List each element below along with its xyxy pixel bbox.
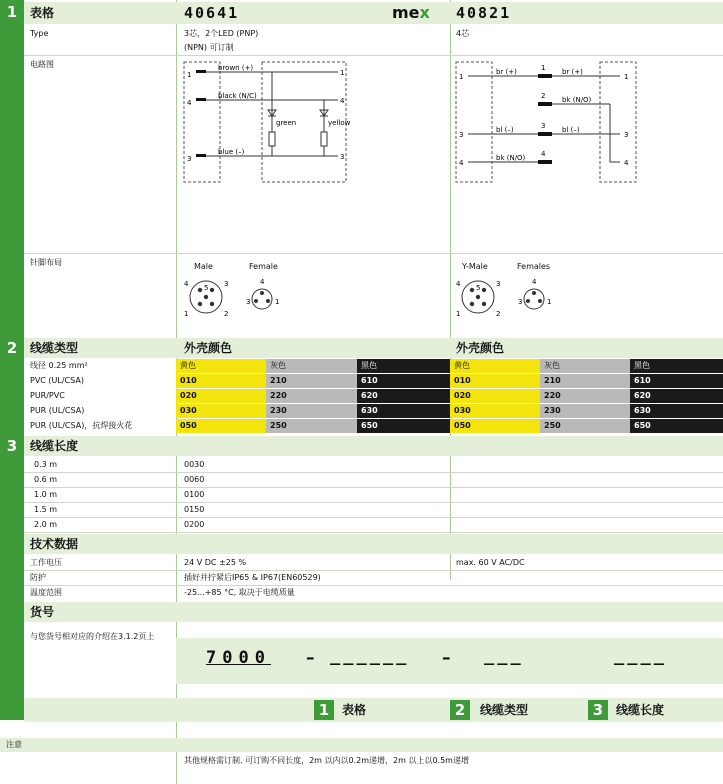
cable-code-cell: 210 — [540, 374, 630, 388]
circuit-b-pin-right-3: 4 — [624, 159, 629, 167]
circuit-b-pin-mid-1: 1 — [541, 64, 546, 72]
section-number-3: 3 — [0, 436, 24, 456]
type-a-line2: (NPN) 可订制 — [184, 43, 234, 52]
circuit-b-pin-right-2: 3 — [624, 131, 629, 139]
cable-code-cell: 650 — [630, 419, 723, 433]
circuit-b-wire-right-2: bk (N/O) — [562, 96, 592, 104]
type-a-line1: 3芯，2个LED (PNP) — [184, 29, 259, 38]
protection-value: 插好并拧紧后IP65 & IP67(EN60529) — [184, 573, 321, 582]
protection-label: 防护 — [30, 573, 46, 582]
notes-text: 其他规格需订制. 可订购不同长度，2m 以内以0.2m递增，2m 以上以0.5m递增 — [184, 756, 469, 765]
cable-code-cell: 黑色 — [357, 359, 450, 373]
cable-type-row-label: PVC (UL/CSA) — [30, 376, 84, 385]
circuit-a-wire-2: black (N/C) — [218, 92, 257, 100]
pinout-a-male-pin: 2 — [224, 310, 229, 318]
section3-band — [24, 436, 723, 456]
circuit-diagram-a — [180, 58, 350, 188]
cable-code-cell: 210 — [266, 374, 357, 388]
cable-code-cell: 230 — [540, 404, 630, 418]
section-title-tech-data: 技术数据 — [30, 537, 79, 551]
pinout-a-female-pin: 3 — [246, 298, 251, 306]
order-band — [24, 602, 723, 622]
circuit-a-pin-left-1: 1 — [187, 71, 192, 79]
pinout-a-male-pin: 3 — [224, 280, 229, 288]
housing-color-b: 外壳颜色 — [456, 341, 505, 355]
circuit-a-wire-3: blue (–) — [218, 148, 245, 156]
cable-code-cell: 020 — [450, 389, 540, 403]
pinout-b-male-pin: 2 — [496, 310, 501, 318]
circuit-label: 电路图 — [30, 60, 54, 69]
pinout-a-icons — [180, 274, 290, 320]
order-digits — [206, 648, 271, 668]
cable-code-cell: 050 — [176, 419, 266, 433]
type-b: 4芯 — [456, 29, 470, 38]
voltage-label: 工作电压 — [30, 558, 62, 567]
cable-type-row-label: PUR (UL/CSA)，抗焊接火花 — [30, 421, 133, 430]
row-separator — [24, 502, 723, 503]
cable-code-cell: 050 — [450, 419, 540, 433]
circuit-b-pin-mid-3: 3 — [541, 122, 546, 130]
brand-x: x — [419, 3, 430, 22]
circuit-b-wire-left-2: bl (–) — [496, 126, 514, 134]
order-digit: 0 — [238, 648, 255, 668]
pinout-b-male-label: Y-Male — [462, 262, 488, 271]
section-title-order: 货号 — [30, 605, 55, 619]
section-title-cable-length: 线缆长度 — [30, 439, 79, 453]
circuit-b-pin-mid-4: 4 — [541, 150, 546, 158]
column-divider — [450, 0, 451, 580]
circuit-b-pin-left-3: 4 — [459, 159, 464, 167]
circuit-b-pin-right-1: 1 — [624, 73, 629, 81]
cable-code-cell: 灰色 — [266, 359, 357, 373]
pinout-a-female-pin: 1 — [275, 298, 280, 306]
length-code: 0060 — [184, 475, 205, 484]
pinout-b-icons — [452, 274, 562, 320]
cable-type-row-label: 线径 0.25 mm² — [30, 361, 88, 370]
length-label: 0.3 m — [34, 460, 58, 469]
circuit-a-pin-right-2: 4 — [340, 97, 345, 105]
circuit-a-pin-left-2: 4 — [187, 99, 192, 107]
cable-code-cell: 630 — [357, 404, 450, 418]
tech-band — [24, 534, 723, 554]
pinout-b-female-label: Females — [517, 262, 551, 271]
cable-code-cell: 610 — [357, 374, 450, 388]
cable-code-cell: 620 — [630, 389, 723, 403]
cable-code-cell: 010 — [176, 374, 266, 388]
notes-label: 注意 — [6, 740, 22, 749]
cable-code-cell: 610 — [630, 374, 723, 388]
cable-code-cell: 黄色 — [450, 359, 540, 373]
type-label: Type — [30, 29, 49, 38]
length-label: 2.0 m — [34, 520, 58, 529]
pinout-b-male-pin: 1 — [456, 310, 461, 318]
pinout-a-female-label: Female — [249, 262, 278, 271]
cable-code-cell: 250 — [540, 419, 630, 433]
product-code-a: 40641 — [184, 4, 240, 22]
order-tab-label-2: 线缆类型 — [480, 703, 529, 717]
cable-code-cell: 220 — [266, 389, 357, 403]
cable-code-cell: 黑色 — [630, 359, 723, 373]
left-stripe — [0, 0, 24, 720]
row-separator — [24, 253, 723, 254]
row-separator — [24, 472, 723, 473]
circuit-a-pin-right-3: 3 — [340, 153, 345, 161]
cable-code-cell: 250 — [266, 419, 357, 433]
cable-type-row-label: PUR (UL/CSA) — [30, 406, 85, 415]
row-separator — [24, 532, 723, 533]
pinout-b-male-pin: 4 — [456, 280, 461, 288]
length-code: 0200 — [184, 520, 205, 529]
row-separator — [24, 517, 723, 518]
section-number-1: 1 — [0, 2, 24, 24]
cable-code-cell: 220 — [540, 389, 630, 403]
cable-code-cell: 030 — [176, 404, 266, 418]
pinout-a-male-pin: 1 — [184, 310, 189, 318]
length-code: 0030 — [184, 460, 205, 469]
section-number-2: 2 — [0, 338, 24, 358]
header-band — [24, 2, 723, 24]
pinout-a-male-pin: 5 — [204, 284, 209, 292]
temperature-label: 温度范围 — [30, 588, 62, 597]
length-label: 1.0 m — [34, 490, 58, 499]
row-separator — [24, 55, 723, 56]
pinout-b-female-pin: 1 — [547, 298, 552, 306]
brand-logo — [392, 2, 430, 24]
pinout-a-male-pin: 4 — [184, 280, 189, 288]
order-tab-num-3: 3 — [588, 700, 608, 720]
order-placeholder-length-a: ___ — [484, 646, 524, 666]
order-digit: 0 — [222, 648, 239, 668]
order-tab-label-3: 线缆长度 — [616, 703, 665, 717]
order-dash-1: – — [306, 648, 315, 668]
length-label: 1.5 m — [34, 505, 58, 514]
cable-code-cell: 630 — [630, 404, 723, 418]
order-tab-num-1: 1 — [314, 700, 334, 720]
product-code-b: 40821 — [456, 4, 512, 22]
row-separator — [24, 585, 723, 586]
cable-code-cell: 230 — [266, 404, 357, 418]
pinout-b-male-pin: 3 — [496, 280, 501, 288]
cable-code-cell: 020 — [176, 389, 266, 403]
circuit-b-wire-left-1: br (+) — [496, 68, 517, 76]
circuit-b-pin-left-2: 3 — [459, 131, 464, 139]
order-digit: 7 — [206, 648, 223, 668]
order-tab-num-2: 2 — [450, 700, 470, 720]
housing-color-a: 外壳颜色 — [184, 341, 233, 355]
circuit-b-pin-left-1: 1 — [459, 73, 464, 81]
length-code: 0150 — [184, 505, 205, 514]
length-label: 0.6 m — [34, 475, 58, 484]
pinout-a-male-label: Male — [194, 262, 213, 271]
length-code: 0100 — [184, 490, 205, 499]
temperature-value: -25...+85 °C, 取决于电缆质量 — [184, 588, 295, 597]
circuit-diagram-b — [452, 58, 642, 188]
row-separator — [24, 487, 723, 488]
circuit-b-wire-left-3: bk (N/O) — [496, 154, 526, 162]
circuit-b-pin-mid-2: 2 — [541, 92, 546, 100]
pinout-b-female-pin: 4 — [532, 278, 537, 286]
order-placeholder-cable-type: ______ — [330, 646, 410, 666]
section-title-cable-type: 线缆类型 — [30, 341, 79, 355]
circuit-a-pin-left-3: 3 — [187, 155, 192, 163]
pinout-b-male-pin: 5 — [476, 284, 481, 292]
brand-text: me — [392, 3, 420, 22]
cable-code-cell: 030 — [450, 404, 540, 418]
circuit-a-led-1: green — [276, 119, 297, 127]
order-note: 与您货号相对应的介绍在3.1.2页上 — [30, 632, 155, 641]
cable-code-cell: 620 — [357, 389, 450, 403]
circuit-a-pin-right-1: 1 — [340, 69, 345, 77]
order-tab-label-1: 表格 — [342, 703, 367, 717]
circuit-a-led-2: yellow — [328, 119, 350, 127]
circuit-a-wire-1: brown (+) — [218, 64, 254, 72]
pinout-a-female-pin: 4 — [260, 278, 265, 286]
cable-code-cell: 010 — [450, 374, 540, 388]
cable-code-cell: 650 — [357, 419, 450, 433]
section-title-table: 表格 — [30, 6, 55, 20]
notes-band — [0, 738, 723, 752]
voltage-a: 24 V DC ±25 % — [184, 558, 247, 567]
pinout-b-female-pin: 3 — [518, 298, 523, 306]
circuit-b-wire-right-3: bl (–) — [562, 126, 580, 134]
voltage-b: max. 60 V AC/DC — [456, 558, 525, 567]
order-digit: 0 — [254, 648, 271, 668]
circuit-b-wire-right-1: br (+) — [562, 68, 583, 76]
cable-code-cell: 灰色 — [540, 359, 630, 373]
row-separator — [24, 570, 723, 571]
cable-code-cell: 黄色 — [176, 359, 266, 373]
pin-layout-label: 针脚布局 — [30, 258, 62, 267]
cable-type-row-label: PUR/PVC — [30, 391, 65, 400]
order-dash-2: – — [442, 648, 451, 668]
order-placeholder-length-b: ____ — [614, 646, 667, 666]
section2-band — [24, 338, 723, 358]
